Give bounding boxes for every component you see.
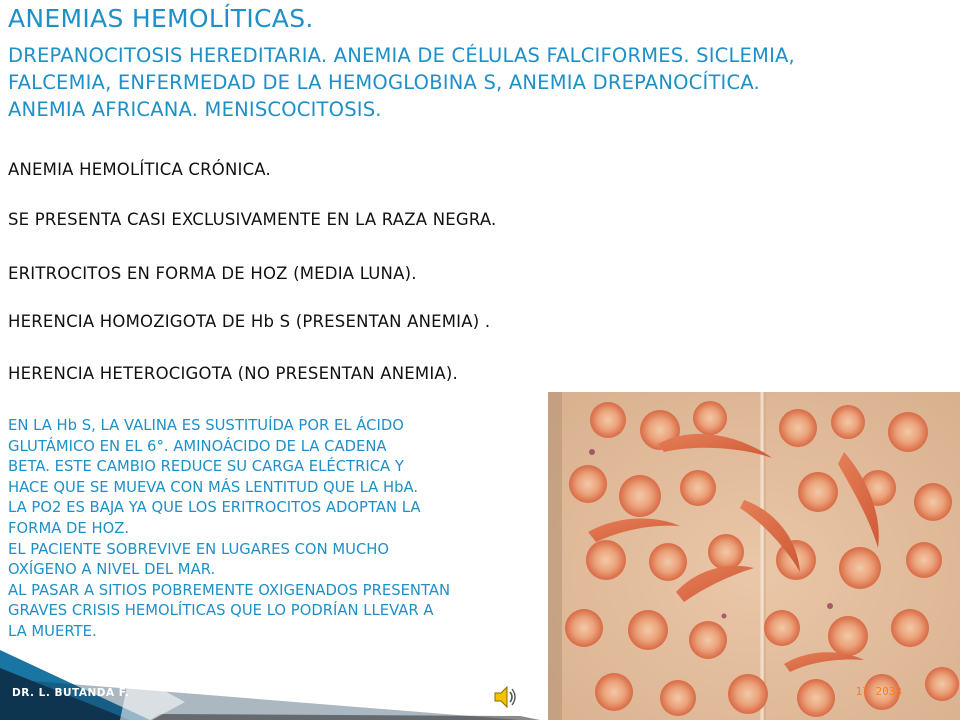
footer-decoration xyxy=(0,620,560,720)
synonyms-line: DREPANOCITOSIS HEREDITARIA. ANEMIA DE CÉLULAS FALCIFORMES. SICLEMIA, xyxy=(8,44,795,67)
explanation-block xyxy=(8,416,556,643)
synonyms-line: ANEMIA AFRICANA. MENISCOCITOSIS. xyxy=(8,98,382,121)
explanation-line: EL PACIENTE SOBREVIVE EN LUGARES CON MUCHO xyxy=(8,540,390,558)
synonyms-line: FALCEMIA, ENFERMEDAD DE LA HEMOGLOBINA S, ANEMIA DREPANOCÍTICA. xyxy=(8,71,760,94)
author-credit: DR. L. BUTANDA F. xyxy=(12,687,130,699)
explanation-line: AL PASAR A SITIOS POBREMENTE OXIGENADOS PRESENTAN xyxy=(8,581,451,599)
explanation-line: BETA. ESTE CAMBIO REDUCE SU CARGA ELÉCTRICA Y xyxy=(8,458,404,476)
blood-smear-micrograph xyxy=(548,392,960,720)
fact-sickle-shape: ERITROCITOS EN FORMA DE HOZ (MEDIA LUNA). xyxy=(8,264,417,283)
explanation-line: EN LA Hb S, LA VALINA ES SUSTITUÍDA POR EL ÁCIDO xyxy=(8,417,404,434)
explanation-line: FORMA DE HOZ. xyxy=(8,519,130,537)
explanation-line: OXÍGENO A NIVEL DEL MAR. xyxy=(8,561,216,579)
photo-date-stamp: 17 2033 xyxy=(855,685,902,698)
slide-title: ANEMIAS HEMOLÍTICAS. xyxy=(8,4,314,33)
explanation-line: HACE QUE SE MUEVA CON MÁS LENTITUD QUE LA HbA. xyxy=(8,478,419,496)
explanation-line: LA PO2 ES BAJA YA QUE LOS ERITROCITOS ADOPTAN LA xyxy=(8,499,421,517)
synonyms-block xyxy=(8,42,953,123)
speaker-icon[interactable] xyxy=(492,684,518,710)
explanation-line: GLUTÁMICO EN EL 6°. AMINOÁCIDO DE LA CADENA xyxy=(8,437,387,455)
fact-chronic: ANEMIA HEMOLÍTICA CRÓNICA. xyxy=(8,160,271,179)
fact-homozygous: HERENCIA HOMOZIGOTA DE Hb S (PRESENTAN ANEMIA) . xyxy=(8,312,491,331)
fact-heterozygous: HERENCIA HETEROCIGOTA (NO PRESENTAN ANEMIA). xyxy=(8,364,458,383)
explanation-line: LA MUERTE. xyxy=(8,622,97,640)
explanation-line: GRAVES CRISIS HEMOLÍTICAS QUE LO PODRÍAN LLEVAR A xyxy=(8,602,434,620)
fact-population: SE PRESENTA CASI EXCLUSIVAMENTE EN LA RAZA NEGRA. xyxy=(8,210,497,229)
